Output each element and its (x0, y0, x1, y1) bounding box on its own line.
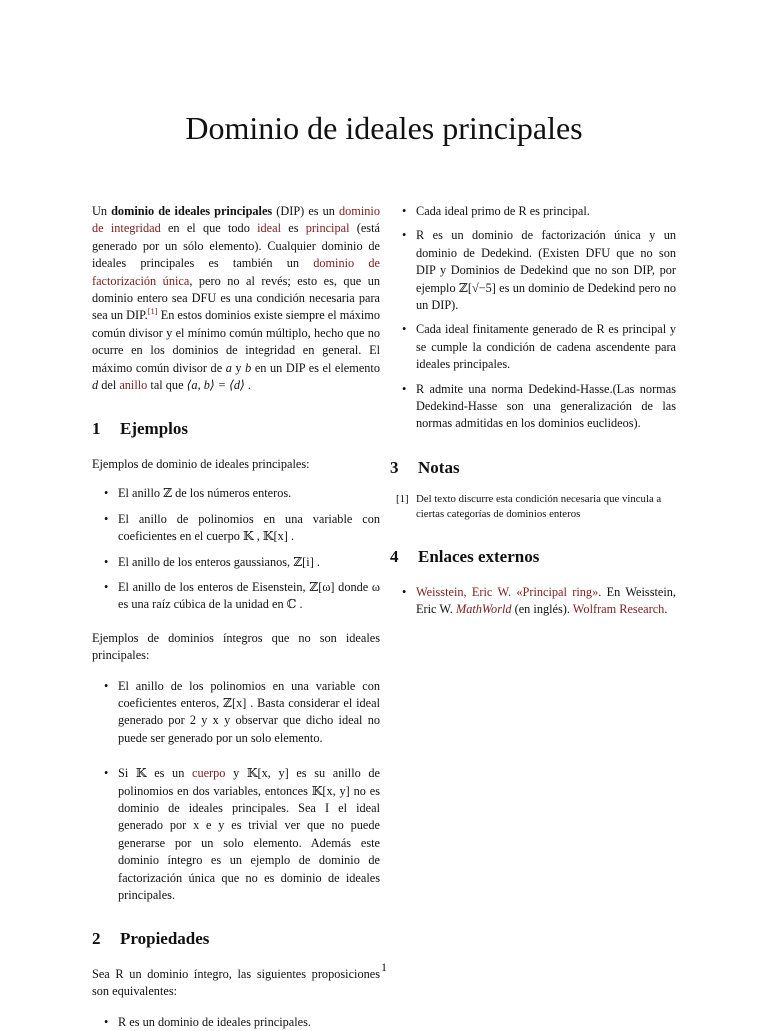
list-item: • El anillo de polinomios en una variable con coeficientes en el cuerpo 𝕂 , 𝕂[x] . (92, 511, 380, 546)
left-column (92, 203, 380, 1031)
list-item: • El anillo de los enteros gaussianos, ℤ[i] . (92, 554, 380, 571)
page-number: 1 (381, 960, 387, 974)
section-1-heading: 1 Ejemplos (92, 419, 188, 439)
section-2-heading: 2 Propiedades (92, 929, 210, 949)
list-item: • Cada ideal finitamente generado de R es principal y se cumple la condición de cadena ascendente para ideales principales. (390, 321, 676, 373)
link-mathworld[interactable]: MathWorld (455, 602, 512, 617)
footnote-text: Del texto discurre esta condición necesaria que vincula a ciertas categorías de dominios enteros (416, 493, 662, 521)
intro-paragraph: Un dominio de ideales principales (DIP) es un dominio de integridad en el que todo ideal es principal (está generado por un sólo elemento). Cualquier dominio de ideales principales es también un dominio de factorización única, pero no al revés; esto es, que un dominio entero sea DFU es una condición necesaria para sea un DIP.[1] En estos dominios existe siempre el máximo común divisor y el mínimo común múltiplo, hecho que no ocurre en los dominios de integridad en general. El máximo común divisor de a y b en un DIP es el elemento d del anillo tal que ⟨a, b⟩ = ⟨d⟩ . (92, 204, 380, 393)
list-item: • Weisstein, Eric W. «Principal ring». En Weisstein, Eric W. MathWorld (en inglés). Wolfram Research. (390, 584, 676, 619)
list-item: • R es un dominio de ideales principales. (92, 1014, 380, 1031)
right-column (390, 203, 676, 619)
section-3-heading: 3 Notas (390, 457, 460, 477)
bold-term: dominio de ideales principales (111, 204, 273, 218)
link-dominio-integridad[interactable]: dominio de integridad (92, 204, 380, 236)
link-cuerpo[interactable]: cuerpo (191, 766, 226, 781)
list-item: • R es un dominio de factorización única y un dominio de Dedekind. (Existen DFU que no son DIP y Dominios de Dedekind que no son DIP, por ejemplo ℤ[√−5] es un dominio de Dedekind pero no un DIP). (390, 227, 676, 314)
list-item: • El anillo de los polinomios en una variable con coeficientes enteros, ℤ[x] . Basta considerar el ideal generado por 2 y x y observar que dicho ideal no puede ser generado por un solo elemento. (92, 678, 380, 748)
list-item: • R admite una norma Dedekind-Hasse.(Las normas Dedekind-Hasse son una generalización de las normas admitidas en los dominios euclideos). (390, 381, 676, 433)
footnote (390, 492, 676, 522)
link-ideal[interactable]: ideal (257, 221, 282, 236)
external-links-list (390, 584, 676, 619)
examples-list (92, 485, 380, 613)
list-item: • El anillo de los enteros de Eisenstein, ℤ[ω] donde ω es una raíz cúbica de la unidad en ℂ . (92, 579, 380, 614)
citation-ref-1[interactable]: [1] (147, 306, 158, 317)
section-1-lead-2: Ejemplos de dominios íntegros que no son ideales principales: (92, 630, 380, 663)
link-wolfram-research[interactable]: Wolfram Research (572, 602, 665, 617)
list-item: • El anillo ℤ de los números enteros. (92, 485, 380, 502)
link-principal-ring[interactable]: Weisstein, Eric W. «Principal ring» (416, 584, 599, 599)
list-item: • Si 𝕂 es un cuerpo y 𝕂[x, y] es su anillo de polinomios en dos variables, entonces 𝕂[x, y] no es dominio de ideales principales. Sea I el ideal generado por x e y es trivial ver que no puede generarse por un solo elemento. Además este dominio íntegro es un ejemplo de dominio de factorización única que no es dominio de ideales principales. (92, 765, 380, 904)
gcd-formula: ⟨a, b⟩ = ⟨d⟩ (186, 378, 245, 393)
page-title: Dominio de ideales principales (185, 110, 583, 146)
link-principal[interactable]: principal (305, 221, 350, 236)
properties-list-a (92, 1014, 380, 1031)
link-anillo[interactable]: anillo (119, 378, 148, 393)
footnote-label: [1] (396, 493, 409, 506)
section-1-lead: Ejemplos de dominio de ideales principales: (92, 456, 310, 471)
non-examples-list (92, 678, 380, 905)
section-4-heading: 4 Enlaces externos (390, 547, 540, 567)
properties-list-b (390, 203, 676, 433)
list-item: • Cada ideal primo de R es principal. (390, 203, 676, 220)
link-dfu[interactable]: dominio de factorización única (92, 256, 380, 288)
section-2-lead: Sea R un dominio íntegro, las siguientes proposiciones son equivalentes: (92, 966, 380, 999)
